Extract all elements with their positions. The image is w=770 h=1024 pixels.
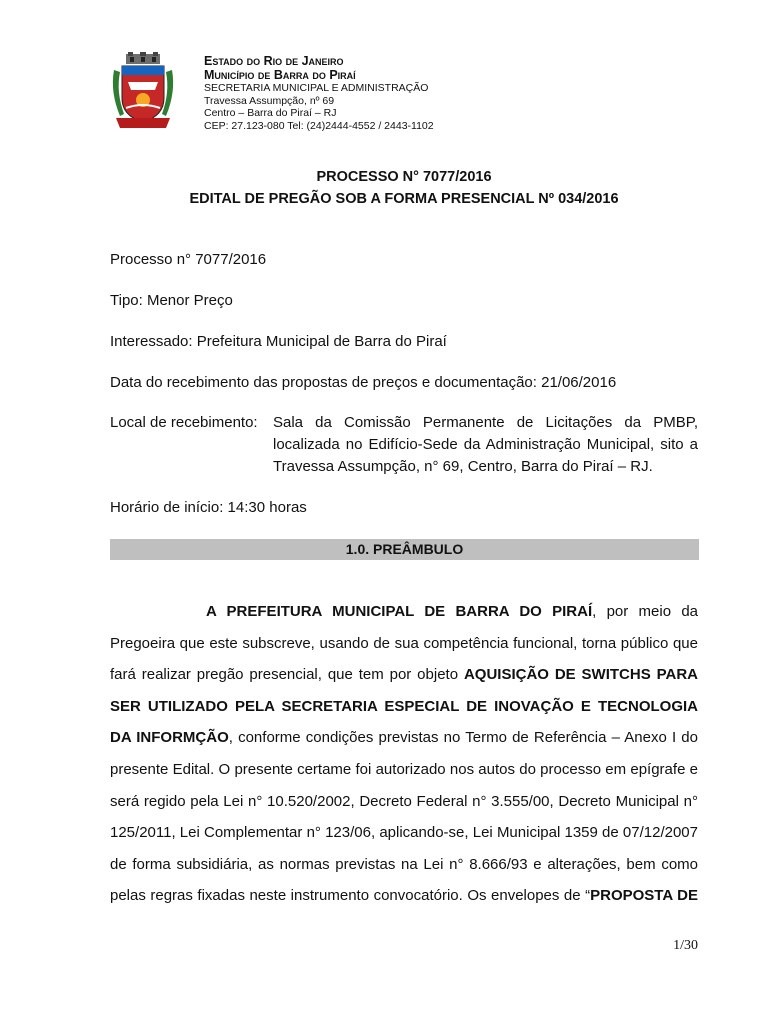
district-line: Centro – Barra do Piraí – RJ [204,107,337,119]
local-label: Local de recebimento: [110,414,258,431]
section-heading: 1.0. PREÂMBULO [110,539,699,560]
preamble-paragraph [110,596,698,912]
document-title [110,166,698,210]
contact-line: CEP: 27.123-080 Tel: (24)2444-4552 / 2443-1102 [204,119,434,132]
data-field: Data do recebimento das propostas de preços e documentação: 21/06/2016 [110,374,617,391]
letterhead [204,54,434,132]
horario-field: Horário de início: 14:30 horas [110,499,307,516]
preamble-bold-entity: A PREFEITURA MUNICIPAL DE BARRA DO PIRAÍ [206,603,593,620]
preamble-text-1: , por meio da Pregoeira que este subscreve, usando de sua competência funcional, torna público que fará realizar pregão presencial, que tem por objeto [110,603,699,684]
secretariat-name: SECRETARIA MUNICIPAL E ADMINISTRAÇÃO [204,82,429,94]
tipo-field: Tipo: Menor Preço [110,292,233,309]
municipality-name: Município de Barra do Piraí [204,68,356,82]
edital-title: EDITAL DE PREGÃO SOB A FORMA PRESENCIAL Nº 034/2016 [189,191,619,207]
preamble-text-2: , conforme condições previstas no Termo de Referência – Anexo I do presente Edital. O presente certame foi autorizado nos autos do processo em epígrafe e será regido pela Lei n° 10.520/2002, Decreto Federal n° 3.555/00, Decreto Municipal n° 125/2011, Lei Complementar n° 123/06, aplicando-se, Lei Municipal 1359 de 07/12/2007 de forma subsidiária, as normas previstas na Lei n° 8.666/93 e alterações, bem como pelas regras fixadas neste instrumento convocatório. Os envelopes de “ [110,729,698,905]
state-name: Estado do Rio de Janeiro [204,54,344,68]
process-title: PROCESSO N° 7077/2016 [316,169,492,185]
municipal-coat-of-arms [110,52,176,130]
interessado-field: Interessado: Prefeitura Municipal de Barra do Piraí [110,333,447,350]
local-text: Sala da Comissão Permanente de Licitações da PMBP, localizada no Edifício-Sede da Administração Municipal, sito a Travessa Assumpção, n° 69, Centro, Barra do Piraí – RJ. [273,414,698,475]
address-line: Travessa Assumpção, nº 69 [204,94,335,107]
preamble-bold-object: AQUISIÇÃO DE SWITCHS PARA SER UTILIZADO PELA SECRETARIA ESPECIAL DE INOVAÇÃO E TECNOLOGIA DA INFORMÇÃO [110,666,698,747]
processo-field: Processo n° 7077/2016 [110,251,267,268]
preamble-bold-proposta: PROPOSTA DE [590,887,698,905]
page-number: 1/30 [673,938,698,953]
